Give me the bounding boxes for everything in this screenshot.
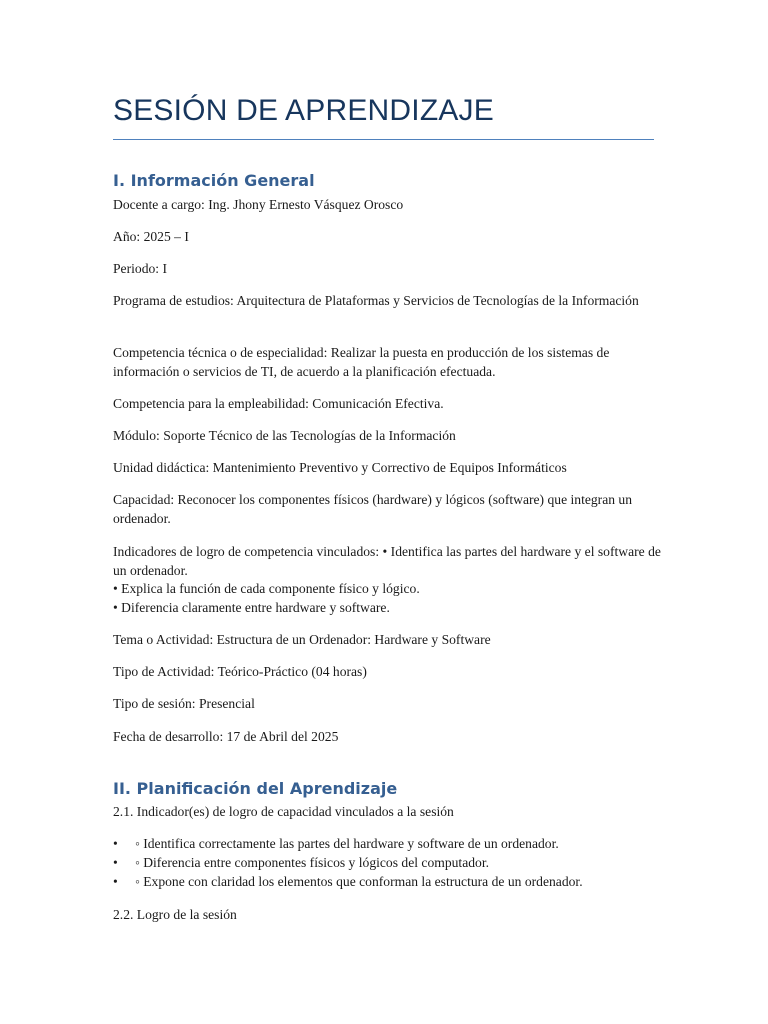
indicadores-line: Indicadores de logro de competencia vinculados: • Identifica las partes del hardware y el software de un ordenador.: [113, 544, 661, 578]
field-tipo-actividad: Tipo de Actividad: Teórico-Práctico (04 horas): [113, 664, 367, 679]
field-capacidad: Capacidad: Reconocer los componentes físicos (hardware) y lógicos (software) que integran un ordenador.: [113, 492, 633, 526]
field-unidad: Unidad didáctica: Mantenimiento Preventivo y Correctivo de Equipos Informáticos: [113, 460, 567, 475]
field-docente: Docente a cargo: Ing. Jhony Ernesto Vásquez Orosco: [113, 197, 404, 212]
field-programa: Programa de estudios: Arquitectura de Plataformas y Servicios de Tecnologías de la Información: [113, 293, 639, 308]
subsection-logro-sesion: 2.2. Logro de la sesión: [113, 907, 237, 922]
field-fecha: Fecha de desarrollo: 17 de Abril del 2025: [113, 729, 339, 744]
document-title: SESIÓN DE APRENDIZAJE: [113, 94, 494, 127]
indicadores-line: • Diferencia claramente entre hardware y software.: [113, 599, 390, 615]
field-competencia-empleabilidad: Competencia para la empleabilidad: Comunicación Efectiva.: [113, 396, 444, 411]
field-indicadores: [113, 543, 661, 617]
field-tema: Tema o Actividad: Estructura de un Ordenador: Hardware y Software: [113, 632, 491, 647]
bullet-icon: •: [113, 836, 118, 851]
field-periodo: Periodo: I: [113, 261, 167, 276]
bullet-icon: •: [113, 874, 118, 889]
field-anio: Año: 2025 – I: [113, 229, 189, 244]
subsection-indicadores-sesion: 2.1. Indicador(es) de logro de capacidad vinculados a la sesión: [113, 804, 454, 819]
bullet-icon: •: [113, 855, 118, 870]
field-modulo: Módulo: Soporte Técnico de las Tecnologías de la Información: [113, 428, 456, 443]
list-item-text: ◦ Identifica correctamente las partes del hardware y software de un ordenador.: [135, 836, 559, 851]
section-heading-informacion-general: I. Información General: [113, 171, 315, 190]
list-item-text: ◦ Expone con claridad los elementos que conforman la estructura de un ordenador.: [135, 874, 583, 889]
section-heading-planificacion: II. Planificación del Aprendizaje: [113, 779, 398, 798]
field-tipo-sesion: Tipo de sesión: Presencial: [113, 696, 255, 711]
title-underline: [113, 139, 654, 140]
field-competencia-tecnica: Competencia técnica o de especialidad: Realizar la puesta en producción de los sistemas de información o servicios de TI, de acuerdo a la planificación efectuada.: [113, 345, 610, 379]
indicadores-line: • Explica la función de cada componente físico y lógico.: [113, 581, 420, 597]
list-item-text: ◦ Diferencia entre componentes físicos y lógicos del computador.: [135, 855, 489, 870]
